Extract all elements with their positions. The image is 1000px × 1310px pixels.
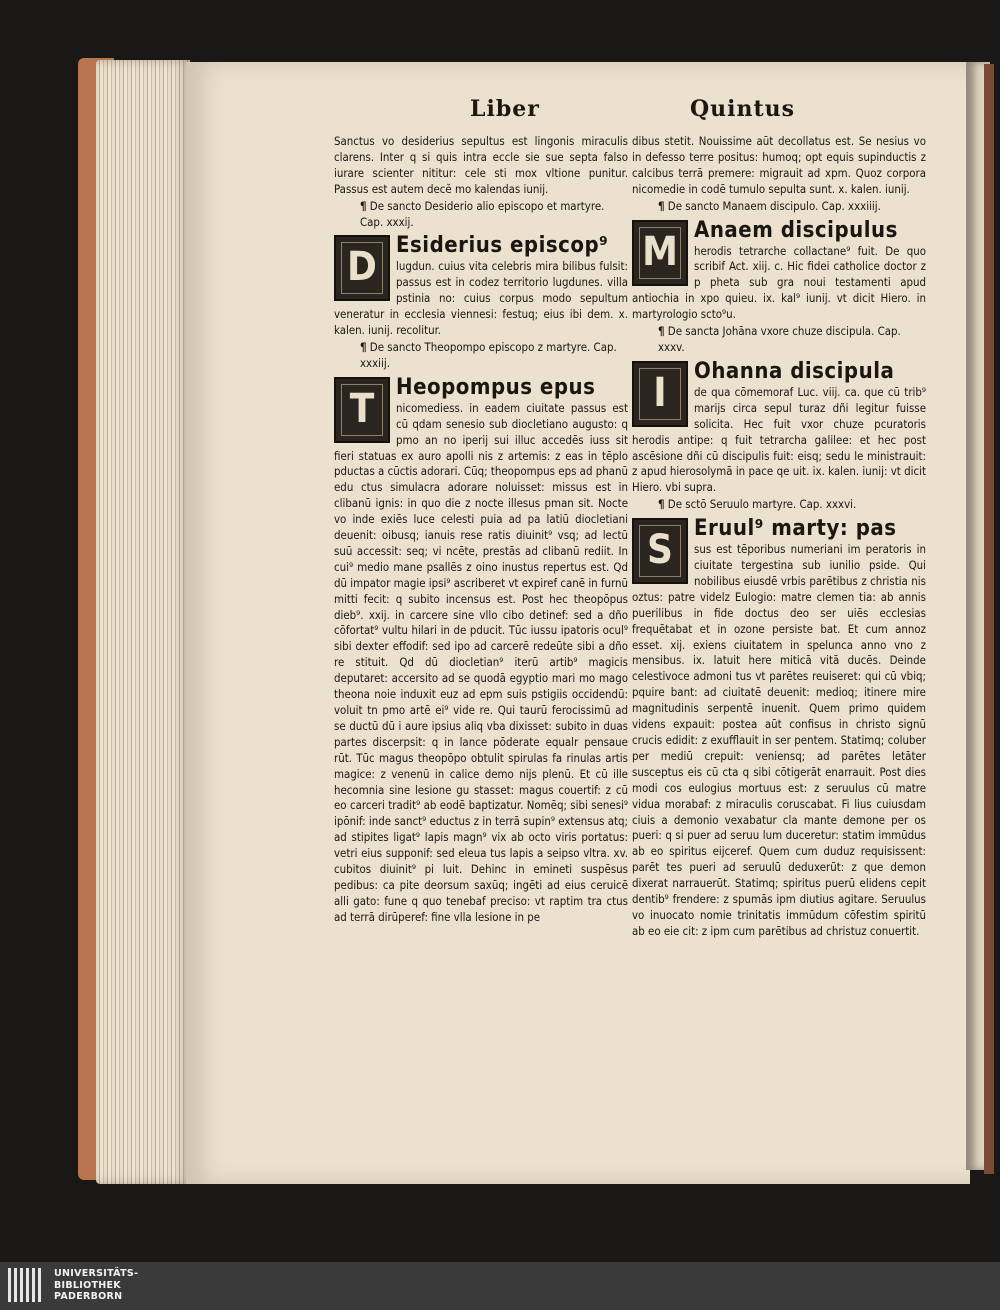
chapter-lead: Anaem discipulus	[694, 217, 898, 243]
paragraph-mark-icon: ¶	[658, 198, 665, 213]
running-head-right: Quintus	[690, 96, 796, 122]
library-footer	[0, 1262, 1000, 1310]
library-name-line: PADERBORN	[54, 1291, 123, 1302]
chapter-heading-text: De sancto Theopompo episcopo z martyre. Cap. xxxiij.	[360, 339, 617, 370]
chapter-heading-text: De sancta Johāna vxore chuze discipula. Cap. xxxv.	[658, 324, 901, 354]
decorated-initial-icon: M	[632, 220, 688, 286]
decorated-initial-icon: D	[334, 235, 390, 301]
paragraph-mark-icon: ¶	[360, 198, 367, 213]
chapter-section	[334, 233, 628, 339]
paragraph-mark-icon: ¶	[658, 324, 665, 339]
chapter-heading-text: De sancto Manaem discipulo. Cap. xxxiiij.	[667, 198, 881, 213]
paragraph: nicomediess. in eadem ciuitate passus est cū qdam senesio sub diocletiano augusto: q pmo an no iperij sui illuc accedēs iuss sit fieri statuas ex auro apolli nis z artemis: z eas in tēplo pductas a cūctis adorari. Cūq; theopompus eps ad phanū edu ctus simulacra adorare noluisset: missus est in clibanū ignis: in quo die z nocte illesus pman sit. Nocte vo inde exiēs luce celesti puia ad pa latiū diocletiani deuenit: oibusq; ianuis rese ratis diuinit⁹ vsq; ad lectū suū accessit: seq; vi ncēte, prestās ad clibanū rediit. In cui⁹ medio mane psallēs z oino inustus repertus est. Qd dū impator magie ipsi⁹ ascriberet vt expiref canē in furnū mitti fecit: q subito incensus est. Post hec theopōpus dieb⁹. xxij. in carcere sine vllo cibo detinef: sed a dño cōfortat⁹ vultu hilari in de pducit. Tūc iussu ipatoris ocul⁹ sibi dexter effodif: sed ipo ad carcerē redeūte sibi a dño re stituit. Qd dū diocletian⁹ iterū artib⁹ magicis deputaret: accersito ad se quodā egyptio mari mo mago theona noie induxit euz ad epm suis pstigiis occidendū: voluit tn pmo artē ei⁹ vide re. Qui taurū ferocissimū ad se ductū dū i aure ipsius aliq vba dixisset: subito in duas partes discerpsit: q in lance pōderate equalr pensaue rūt. Tūc magus theopōpo obtulit spirulas fa rinulas artis magice: z venenū in calice demo nijs plenū. Et cū ille hecomnia sine lesione gu stasset: magus couertif: z cū eo carceri tradit⁹ ab eodē baptizatur. Nomēq; sibi senesi⁹ ipōnif: inde sanct⁹ eductus z in terrā supin⁹ extensus atq; ad stipites ligat⁹ lapis magn⁹ vix ab octo viris portatus: vetri eius supponif: sed eleua tus lapis a seipso vltra. xv. cubitos diuinit⁹ pi luit. Dehinc in emineti suspēsus pedibus: ca pite deorsum saxūq; ingēti ad eius ceruicē alli gato: fune q quo tenebaf preciso: vt raptim tra ctus ad terrā dirūperef: fine vlla lesione in pe	[334, 400, 628, 924]
library-name	[54, 1268, 138, 1303]
library-logo-icon	[8, 1268, 44, 1302]
left-column	[334, 134, 628, 926]
paragraph: dibus stetit. Nouissime aūt decollatus est. Se nesius vo in defesso terre positus: humoq; opt equis supinductis z calcibus terrā premere: migrauit ad xpm. Quoz corpora nicomedie in codē tumulo sepulta sunt. x. kalen. iunij.	[632, 134, 926, 196]
paragraph-mark-icon: ¶	[360, 339, 367, 354]
library-name-line: BIBLIOTHEK	[54, 1279, 121, 1291]
decorated-initial-icon: S	[632, 518, 688, 584]
chapter-heading	[658, 324, 926, 356]
chapter-heading	[658, 497, 926, 513]
chapter-heading-text: De sancto Desiderio alio episcopo et martyre. Cap. xxxij.	[360, 198, 605, 229]
paragraph: lugdun. cuius vita celebris mira bilibus fulsit: passus est in codez territorio lugdunes. villa pstinia no: cuius corpus modo sepultum veneratur in ecclesia viennesi: festuq; eius ibi dem. x. kalen. iunij. recolitur.	[334, 259, 628, 338]
paragraph: herodis tetrarche collactane⁹ fuit. De quo scribif Act. xiij. c. Hic fidei catholice doctor z p pheta sub gra noui testamenti apud antiochia in xpo quieu. ix. kal⁹ iunij. vt dicit Hiero. in martyrologio scto⁹u.	[632, 243, 926, 322]
chapter-heading	[658, 199, 926, 215]
book-cover-right	[984, 64, 994, 1174]
right-column	[632, 134, 926, 940]
chapter-section	[334, 375, 628, 926]
paragraph-mark-icon: ¶	[658, 497, 665, 512]
chapter-heading	[360, 340, 628, 372]
chapter-section	[632, 359, 926, 496]
decorated-initial-icon: T	[334, 377, 390, 443]
decorated-initial-icon: I	[632, 361, 688, 427]
page-edges	[96, 60, 190, 1184]
chapter-lead: Heopompus epus	[396, 374, 596, 400]
paragraph: Sanctus vo desiderius sepultus est lingonis miraculis clarens. Inter q si quis intra eccle sie sue septa falso iurare scienter nititur: cele sti mox vltione punitur. Passus est autem decĕ mo kalendas iunij.	[334, 134, 628, 196]
running-head-left: Liber	[470, 96, 540, 122]
chapter-heading-text: De sctō Seruulo martyre. Cap. xxxvi.	[667, 497, 857, 512]
chapter-section	[632, 218, 926, 324]
paragraph: de qua cōmemoraf Luc. viij. ca. que cū trib⁹ marijs circa sepul turaz dñi legitur fuisse solicita. Hec fuit vxor chuze pcuratoris herodis antipe: q fuit tetrarcha galilee: et hec post ascēsione dñi cū discipulis fuit: eisq; sedu le ministrauit: z apud hierosolymā in pace qe uit. ix. kalen. iunij: vt dicit Hiero. vbi supra.	[632, 384, 926, 495]
library-name-line: UNIVERSITÄTS-	[54, 1268, 139, 1279]
chapter-heading	[360, 199, 628, 231]
chapter-lead: Esiderius episcop⁹	[396, 233, 609, 259]
chapter-section	[632, 516, 926, 940]
chapter-lead: Eruul⁹ marty: pas	[694, 516, 897, 542]
chapter-lead: Ohanna discipula	[694, 358, 895, 384]
paragraph: sus est tēporibus numeriani im peratoris in ciuitate tergestina sub iunilio pside. Qui nobilibus eiusdē vrbis parētibus z christia nis oztus: patre videlz Eulogio: matre clemen tia: ab annis puerilibus in fide doctus deo ser uiēs ecclesias frequētabat et in ozone persiste bat. Et cum annoz esset. xij. exiens ciuitatem in spelunca anno vno z mensibus. ix. latuit here miticā vitā ducēs. Deinde celestivoce admoni tus vt parētes reuiseret: qui cū vbiq; pquire bant: ad ciuitatē deuenit: medioq; itinere mire magnitudinis serpentē inuenit. Quem primo quidem videns expauit: postea aūt confisus in christo signū crucis edidit: z exufflauit in ser pentem. Statimq; coluber per mediū crepuit: veniensq; ad parētes letāter susceptus eis cū cta q sibi cōtigerāt enarrauit. Post dies modi cos eulogius mortuus est: z seruulus cū matre vidua morabaf: z miraculis coruscabat. Fi lius cuiusdam ciuis a demonio vexabatur cla mante demone per os pueri: q si puer ad seruu lum duceretur: statim immūdus ab eo spiritus eijceref. Quem cum duduz requisissent: parēt tes pueri ad seruulū deduxerūt: z que demon dixerat narrauerūt. Statimq; spiritus puerū elidens cepit dentib⁹ frendere: z spumās ipm diutius agitare. Seruulus vo inuocato nomie trinitatis immūdum cōfestim spiritū ab eo eie cit: z ipm cum parētibus ad christuz conuertit.	[632, 542, 926, 938]
